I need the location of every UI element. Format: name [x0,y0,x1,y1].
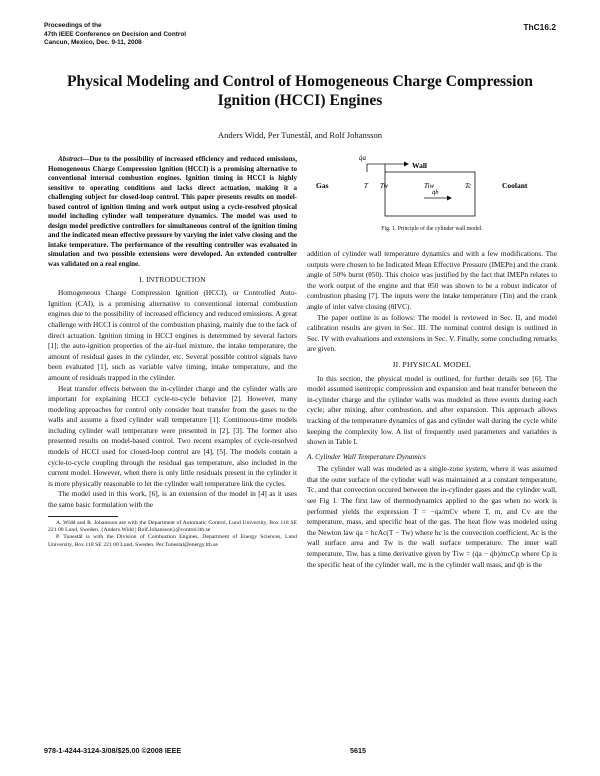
figure-diagram [312,150,552,230]
intro-paragraph-1: Homogeneous Charge Compression Ignition (HCCI), or Controlled Auto-Ignition (CAI), is a promising alternative to conventional internal combustion engines due to the possibility of increased efficiency and reduced emissions. A great challenge with HCCI is control of the combustion phasing, mainly due to the lack of direct actuation. Ignition timing in HCCI engines is determined by several factors [1]; the auto-ignition properties of the air-fuel mixture, the intake temperature, the amount of residual gases in the cylinder, etc. Several possible control signals have been evaluated [1], such as variable valve timing, intake temperature, and the amount of residuals trapped in the cylinder. [48,288,297,382]
paper-authors: Anders Widd, Per Tunestål, and Rolf Johansson [217,130,383,140]
qb-arrowhead [447,196,452,201]
footnote-1: A. Widd and R. Johansson are with the Department of Automatic Control, Lund University, Box 118 SE 221 00 Lund, Sweden. {Anders.Widd | Rolf.Johansson}@control.lth.se [48,519,297,533]
abstract [48,155,297,270]
abstract-lead: Abstract [58,155,83,163]
footer-page-number: 5615 [350,746,366,755]
header-line-2: 47th IEEE Conference on Decision and Control [44,30,187,38]
paper-title: Physical Modeling and Control of Homogeneous Charge Compression Ignition (HCCI) Engines [67,73,533,109]
subsection-heading: A. Cylinder Wall Temperature Dynamics [307,451,426,461]
label-Tiw: Tiw [424,182,435,190]
footnote-2: P. Tunestål is with the Division of Combustion Engines, Department of Energy Sciences, Lund University, Box 118 SE 221 00 Lund, Sweden. Per.Tunestal@energy.lth.se [48,534,297,548]
wall-box [385,172,475,216]
right-column [307,249,557,570]
label-Tc: Tc [465,182,472,190]
header-line-1: Proceedings of the [44,22,102,29]
header-line-3: Cancun, Mexico, Dec. 9-11, 2008 [44,39,142,47]
session-code: ThC16.2 [523,22,556,32]
figure-cylinder-wall-model [312,150,552,230]
figure-caption: Fig. 1. Principle of the cylinder wall model. [381,226,483,232]
label-coolant: Coolant [502,181,528,190]
model-paragraph-2: The cylinder wall was modeled as a single-zone system, where it was assumed that the outer surface of the cylinder wall was maintained at a constant temperature, Tc, and that convection occured between the in-cylinder gases and the cylinder wall, see Fig 1. The first law of thermodynamics applied to the gas when no work is performed yields the expression Ṫ = −q̇a/mCv where T, m, and Cv are the temperature, mass, and specific heat of the gas. The heat flow was modeled using the Newton law q̇a = hcAc(T − Tw) where hc is the convection coefficient, Ac is the wall surface area and Tw is the wall surface temperature. The inner wall temperature, Tiw, has a time derivative given by Ṫiw = (q̇a − q̇b)/mcCp where Cp is the specific heat of the cylinder wall, mc is the cylinder wall mass, and q̇b is the [307,464,557,569]
label-gas: Gas [316,181,329,190]
intro-paragraph-3: The model used in this work, [6], is an extension of the model in [4] as it uses the same basic formulation with the [48,489,297,510]
section-heading-introduction: I. INTRODUCTION [139,274,206,284]
label-T: T [364,182,368,190]
left-column [48,151,297,549]
intro-paragraph-2: Heat transfer effects between the in-cylinder charge and the cylinder walls are important for explaining HCCI cycle-to-cycle behavior [2]. However, many modeling approaches for control only consider heat transfer from the gases to the walls and assume a fixed cylinder wall temperature [1]. Continuous-time models including cylinder wall temperature were presented in [2], [3]. The former also presented results on model-based control. Two recent examples of cycle-resolved models of HCCI used for closed-loop control are [4], [5]. The models contain a cycle-to-cycle coupling through the residual gas temperature, also included in the current model. However, when there is only little residuals present in the cylinder it is more physically reasonable to let the cylinder wall temperature link the cycles. [48,383,297,488]
right-paragraph-2: The paper outline is as follows: The model is reviewed in Sec. II, and model calibration results are given in Sec. III. The nominal control design is outlined in Sec. IV with evaluations and extensions in Sec. V. Finally, some concluding remarks are given. [307,312,557,354]
footer-isbn: 978-1-4244-3124-3/08/$25.00 ©2008 IEEE [44,746,182,755]
label-qa: q̇a [359,154,366,162]
abstract-text: —Due to the possibility of increased efficiency and reduced emissions, Homogeneous Charge Compression Ignition (HCCI) is a promising alternative to conventional internal combustion engines. Ignition timing in HCCI is highly sensitive to operating conditions and lacks direct actuation, making it a challenging subject for closed-loop control. This paper presents results on model-based control of ignition timing and work output using a cycle-resolved physical model including cylinder wall temperature dynamics. The model was used to design model predictive controllers for simultaneous control of the ignition timing and the indicated mean effective pressure by varying the inlet valve closing and the intake temperature. The performance of the resulting controller was evaluated in simulation and two possible extensions were developed. An extended controller was validated on a real engine. [48,155,297,269]
footnote-rule [48,516,118,517]
label-wall: Wall [412,161,428,170]
right-paragraph-1: addition of cylinder wall temperature dynamics and with a few modifications. The outputs were chosen to be Indicated Mean Effective Pressure (IMEPn) and the crank angle of 50% burnt (θ50). This choice was justified by the fact that IMEPn relates to the work output of the engine and that θ50 was shown to be a robust indicator of combustion phasing [7]. The inputs were the intake temperature (Tin) and the crank angle of inlet valve closing (θIVC). [307,249,557,311]
label-Tw: Tw [380,182,389,190]
qa-arrowhead [404,162,409,167]
section-heading-physical-model: II. PHYSICAL MODEL [392,359,472,369]
conference-header [44,22,186,48]
label-qb: q̇b [432,189,439,196]
model-paragraph-1: In this section, the physical model is outlined, for further details see [6]. The model assumed isentropic compression and expansion and heat transfer between the in-cylinder charge and the cylinder walls was modeled as three events during each cycle; after mixing, after combustion, and after expansion. This approach allows tracking of the temperature dynamics of gas and cylinder wall during the cycle while keeping the complexity low. A list of frequently used parameters and variables is shown in Table I. [307,373,557,447]
